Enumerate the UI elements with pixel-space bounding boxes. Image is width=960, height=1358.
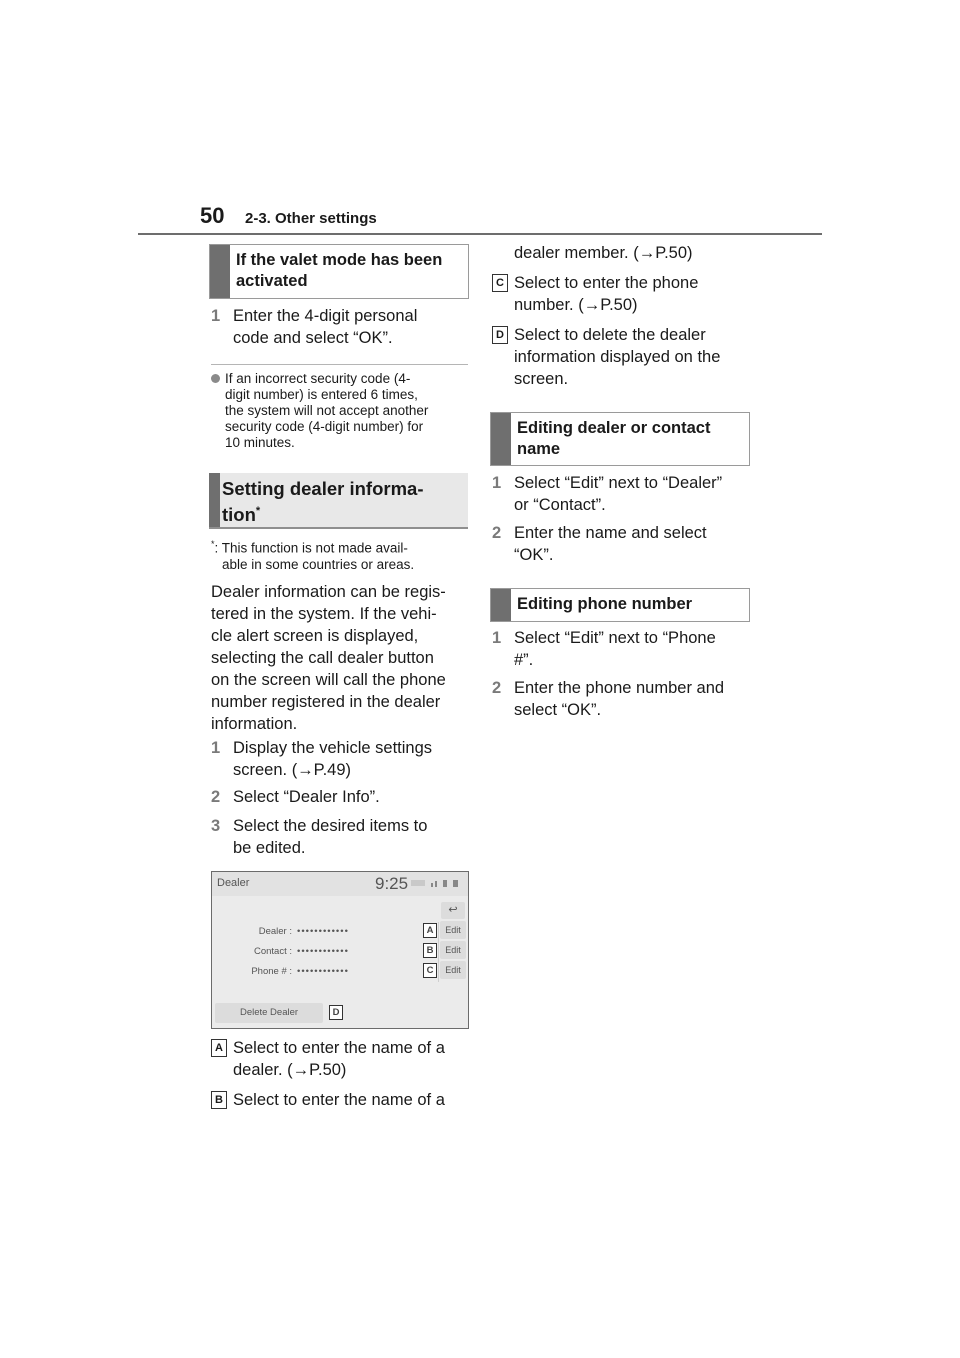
- step-text: Select “Edit” next to “Phone #”.: [514, 629, 716, 669]
- delete-dealer-button: Delete Dealer: [215, 1003, 323, 1023]
- callout-a: A: [423, 923, 437, 938]
- edit-name-heading-text: Editing dealer or contact name: [517, 419, 711, 458]
- item-a-label: A: [211, 1039, 227, 1057]
- edit-phone-button: Edit: [440, 961, 466, 979]
- heading-bar: [491, 589, 511, 621]
- step-number: 1: [211, 739, 221, 757]
- screen-title: Dealer: [217, 877, 250, 889]
- edit-phone-step-1: [492, 627, 754, 671]
- section-title: 2-3. Other settings: [245, 210, 377, 227]
- bullet-icon: [211, 374, 220, 383]
- security-code-note: [211, 371, 471, 453]
- step-number: 1: [492, 474, 502, 492]
- note-text: If an incorrect security code (4- digit number) is entered 6 times, the system will not accept another security code (4-digit number) for 10 minutes.: [225, 371, 429, 450]
- edit-dealer-button: Edit: [440, 921, 466, 939]
- phone-row-label: Phone # :: [251, 966, 292, 977]
- step-number: 2: [492, 524, 502, 542]
- edit-phone-step-2: [492, 677, 754, 721]
- contact-row-label: Contact :: [253, 946, 292, 957]
- status-icons: [411, 879, 463, 888]
- callout-d: D: [329, 1005, 343, 1020]
- edit-name-heading: [490, 412, 750, 466]
- step-text: Select the desired items to be edited.: [233, 817, 428, 857]
- callout-c: C: [423, 963, 437, 978]
- dealer-info-heading: [209, 473, 468, 529]
- step-number: 2: [211, 788, 221, 806]
- dealer-row-label: Dealer :: [258, 926, 292, 937]
- callout-b: B: [423, 943, 437, 958]
- item-c-label: C: [492, 274, 508, 292]
- dealer-step-1: [211, 737, 471, 781]
- heading-bar: [209, 473, 220, 527]
- back-button: ↩: [441, 902, 465, 919]
- valet-step-1: [211, 305, 471, 349]
- edit-name-step-1: [492, 472, 754, 516]
- header-rule: [138, 233, 822, 235]
- valet-mode-heading: [209, 244, 469, 299]
- edit-contact-button: Edit: [440, 941, 466, 959]
- item-b-text: Select to enter the name of a: [233, 1091, 445, 1109]
- heading-bar: [491, 413, 511, 465]
- step-number: 3: [211, 817, 221, 835]
- valet-mode-heading-text: If the valet mode has been activated: [236, 251, 443, 290]
- footnote: *: This function is not made avail- able in some countries or areas.: [211, 539, 415, 572]
- step-number: 2: [492, 679, 502, 697]
- step-number: 1: [492, 629, 502, 647]
- step-text: Enter the 4-digit personal code and select “OK”.: [233, 307, 418, 347]
- note-rule: [211, 364, 468, 365]
- item-d-text: Select to delete the dealer information displayed on the screen.: [514, 326, 721, 388]
- dealer-intro-paragraph: Dealer information can be regis- tered in the system. If the vehi- cle alert screen is displayed, selecting the call dealer button on the screen will call the phone number registered in the dealer information.: [211, 583, 446, 733]
- contact-row-value: ••••••••••••: [297, 946, 349, 957]
- step-text: Select “Dealer Info”.: [233, 788, 380, 806]
- dealer-step-3: [211, 815, 471, 859]
- scrollbar: [438, 922, 439, 982]
- item-b-continued: dealer member. (→P.50): [514, 244, 693, 262]
- item-d-label: D: [492, 326, 508, 344]
- dealer-step-2: [211, 786, 471, 808]
- edit-phone-heading: [490, 588, 750, 622]
- step-text: Enter the phone number and select “OK”.: [514, 679, 725, 719]
- page-number: 50: [200, 203, 225, 228]
- phone-row-value: ••••••••••••: [297, 966, 349, 977]
- step-number: 1: [211, 307, 221, 325]
- step-text: Enter the name and select “OK”.: [514, 524, 707, 564]
- edit-name-step-2: [492, 522, 754, 566]
- heading-bar: [210, 245, 230, 298]
- step-text: Select “Edit” next to “Dealer” or “Contact”.: [514, 474, 723, 514]
- edit-phone-heading-text: Editing phone number: [517, 595, 693, 613]
- dealer-screen-image: [211, 871, 469, 1029]
- dealer-row-value: ••••••••••••: [297, 926, 349, 937]
- screen-clock: 9:25: [375, 874, 409, 893]
- step-text: Display the vehicle settings screen. (→P.49): [233, 739, 433, 779]
- dealer-info-heading-text: Setting dealer informa- tion*: [222, 478, 424, 526]
- item-c-text: Select to enter the phone number. (→P.50): [514, 274, 699, 314]
- item-b-label: B: [211, 1091, 227, 1109]
- item-a-text: Select to enter the name of a dealer. (→P.50): [233, 1039, 445, 1079]
